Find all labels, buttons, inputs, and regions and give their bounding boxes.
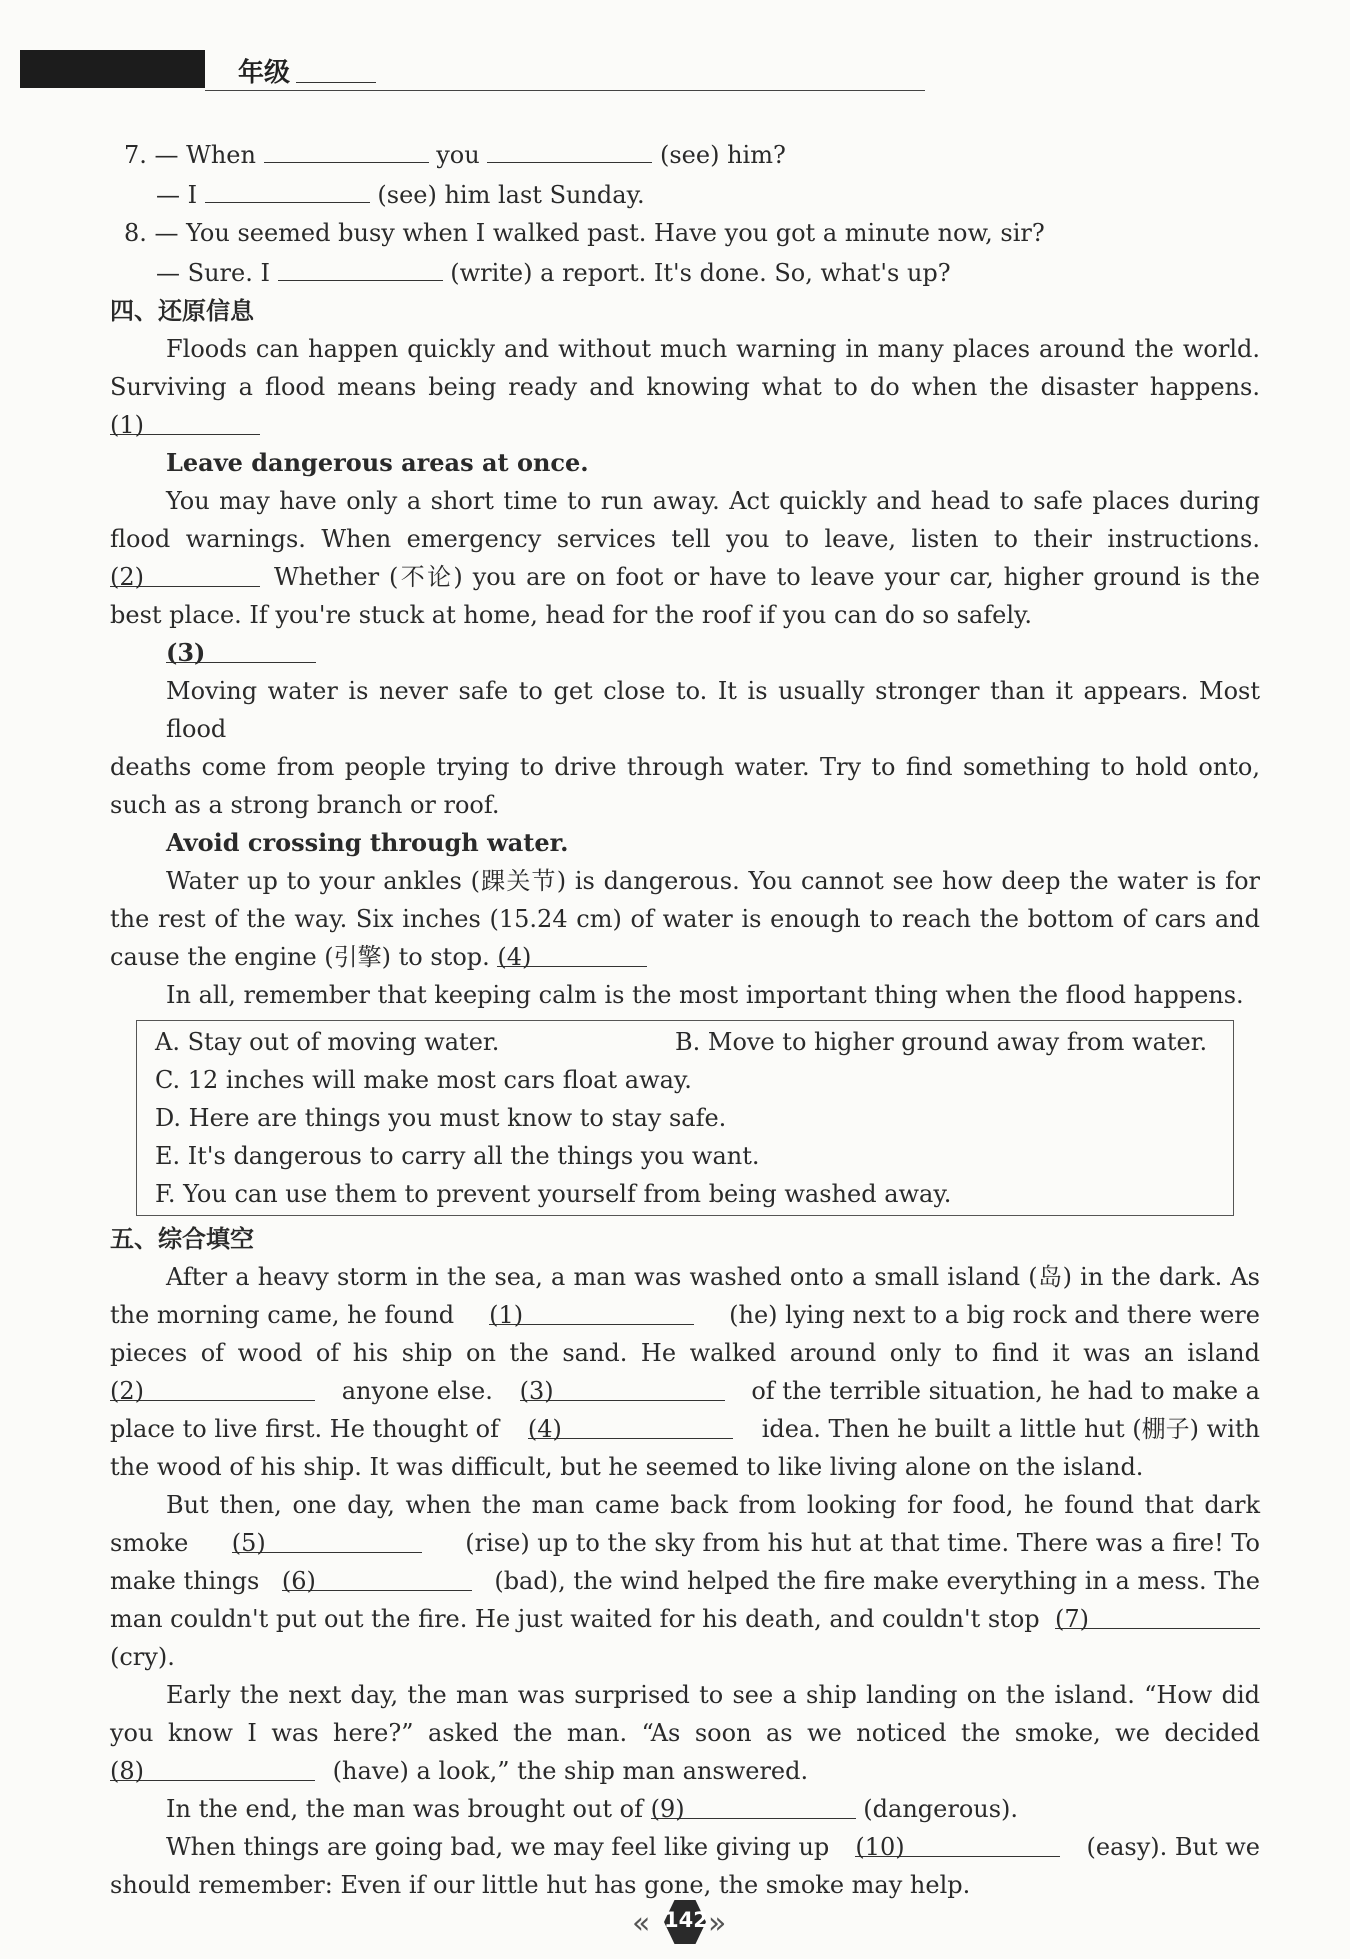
answer-blank-4[interactable]: (4) xyxy=(497,938,647,967)
p5-line: In all, remember that keeping calm is the most important thing when the flood happens. xyxy=(166,981,1244,1009)
page-content xyxy=(110,134,1260,1904)
heading-leave: Leave dangerous areas at once. xyxy=(166,448,589,477)
fill-blank-6[interactable]: (6) xyxy=(282,1562,472,1591)
q7-blank-1[interactable] xyxy=(264,134,429,163)
q8-line-2: — Sure. I (write) a report. It's done. So, what's up? xyxy=(110,252,1260,292)
fill-blank-9[interactable]: (9) xyxy=(651,1790,856,1819)
p4-line-b: the rest of the way. Six inches (15.24 cm) of water is enough to reach the bottom of cars and xyxy=(110,905,1260,933)
fill-blank-3[interactable]: (3) xyxy=(520,1372,725,1401)
p2-line-b: flood warnings. When emergency services tell you to leave, listen to their instructions. xyxy=(110,525,1260,553)
option-c: C. 12 inches will make most cars float away. xyxy=(155,1066,692,1094)
option-e: E. It's dangerous to carry all the things you want. xyxy=(155,1142,760,1170)
p5-s8: smoke (5) (rise) up to the sky from his hut at that time. There was a fire! To xyxy=(110,1524,1260,1562)
p5-s7: But then, one day, when the man came back from looking for food, he found that dark xyxy=(166,1491,1260,1519)
page-number-badge xyxy=(632,1900,727,1944)
answer-blank-2[interactable]: (2) xyxy=(110,558,260,587)
p5-s9: make things (6) (bad), the wind helped the fire make everything in a mess. The xyxy=(110,1562,1260,1600)
option-row-ab xyxy=(155,1023,1215,1061)
q7-blank-2[interactable] xyxy=(487,134,652,163)
fill-blank-2[interactable]: (2) xyxy=(110,1372,315,1401)
answer-blank-1[interactable]: (1) xyxy=(110,406,260,435)
p4-line-a: Water up to your ankles (踝关节) is dangerous. You cannot see how deep the water is for xyxy=(166,867,1260,895)
fill-blank-7[interactable]: (7) xyxy=(1055,1600,1260,1629)
p5-s12: Early the next day, the man was surprised to see a ship landing on the island. “How did xyxy=(166,1681,1260,1709)
double-chevron-left-icon: « xyxy=(632,1906,651,1941)
p1-line-a: Floods can happen quickly and without much warning in many places around the world. xyxy=(166,335,1260,363)
p5-s11: (cry). xyxy=(110,1643,175,1671)
p5-s2: the morning came, he found (1) (he) lying next to a big rock and there were xyxy=(110,1296,1260,1334)
p2-line-c: (2) Whether (不论) you are on foot or have to leave your car, higher ground is the xyxy=(110,558,1260,596)
header-black-bar xyxy=(20,50,205,88)
p3-line-b: deaths come from people trying to drive through water. Try to find something to hold onto, xyxy=(110,753,1260,781)
fill-blank-4[interactable]: (4) xyxy=(528,1410,733,1439)
p4-line-c: cause the engine (引擎) to stop. (4) xyxy=(110,938,1260,976)
option-d: D. Here are things you must know to stay safe. xyxy=(155,1104,727,1132)
q7-blank-3[interactable] xyxy=(205,174,370,203)
q8-line-1: 8. — You seemed busy when I walked past. Have you got a minute now, sir? xyxy=(124,219,1045,247)
p5-s1: After a heavy storm in the sea, a man was washed onto a small island (岛) in the dark. As xyxy=(166,1263,1260,1291)
grade-label: 年级 xyxy=(238,58,291,88)
heading-avoid: Avoid crossing through water. xyxy=(166,828,569,857)
p5-s15: In the end, the man was brought out of (9) (dangerous). xyxy=(110,1790,1260,1828)
section-4-title: 四、还原信息 xyxy=(110,297,254,325)
p5-s14: (8) (have) a look,” the ship man answered. xyxy=(110,1752,1260,1790)
p5-s10: man couldn't put out the fire. He just waited for his death, and couldn't stop (7) xyxy=(110,1600,1260,1638)
p3-line-a: Moving water is never safe to get close to. It is usually stronger than it appears. Most flood xyxy=(166,677,1260,743)
p5-s17: should remember: Even if our little hut has gone, the smoke may help. xyxy=(110,1871,971,1899)
p5-s6: the wood of his ship. It was difficult, but he seemed to like living alone on the island. xyxy=(110,1453,1144,1481)
p5-s4: (2) anyone else. (3) of the terrible situation, he had to make a xyxy=(110,1372,1260,1410)
p1-blank-line xyxy=(110,406,1260,444)
fill-blank-1[interactable]: (1) xyxy=(489,1296,694,1325)
fill-blank-8[interactable]: (8) xyxy=(110,1752,315,1781)
option-a: A. Stay out of moving water. xyxy=(155,1028,500,1056)
p5-s5: place to live first. He thought of (4) idea. Then he built a little hut (棚子) with xyxy=(110,1410,1260,1448)
p3-line-c: such as a strong branch or roof. xyxy=(110,791,500,819)
p5-s16: When things are going bad, we may feel like giving up (10) (easy). But we xyxy=(110,1828,1260,1866)
section-5-title: 五、综合填空 xyxy=(110,1225,254,1253)
option-b: B. Move to higher ground away from water. xyxy=(675,1028,1208,1056)
q7-line-1: 7. — When you (see) him? xyxy=(110,134,1260,174)
p5-s3: pieces of wood of his ship on the sand. He walked around only to find it was an island xyxy=(110,1339,1260,1367)
option-f: F. You can use them to prevent yourself from being washed away. xyxy=(155,1180,952,1208)
p1-line-b: Surviving a flood means being ready and knowing what to do when the disaster happens. xyxy=(110,373,1260,401)
answer-blank-3[interactable]: (3) xyxy=(166,634,316,663)
p2-line-a: You may have only a short time to run away. Act quickly and head to safe places during xyxy=(166,487,1260,515)
q7-line-2: — I (see) him last Sunday. xyxy=(110,174,1260,214)
p5-s13: you know I was here?” asked the man. “As soon as we noticed the smoke, we decided xyxy=(110,1719,1260,1747)
q8-blank-1[interactable] xyxy=(278,252,443,281)
header-rule xyxy=(205,90,925,91)
p2-line-d: best place. If you're stuck at home, head for the roof if you can do so safely. xyxy=(110,601,1033,629)
fill-blank-5[interactable]: (5) xyxy=(232,1524,422,1553)
p3-blank-line xyxy=(110,634,1260,672)
options-box xyxy=(136,1020,1234,1216)
double-chevron-right-icon: » xyxy=(708,1906,727,1941)
fill-blank-10[interactable]: (10) xyxy=(855,1828,1060,1857)
grade-blank[interactable] xyxy=(296,82,376,83)
page-number: 142 xyxy=(664,1908,708,1932)
